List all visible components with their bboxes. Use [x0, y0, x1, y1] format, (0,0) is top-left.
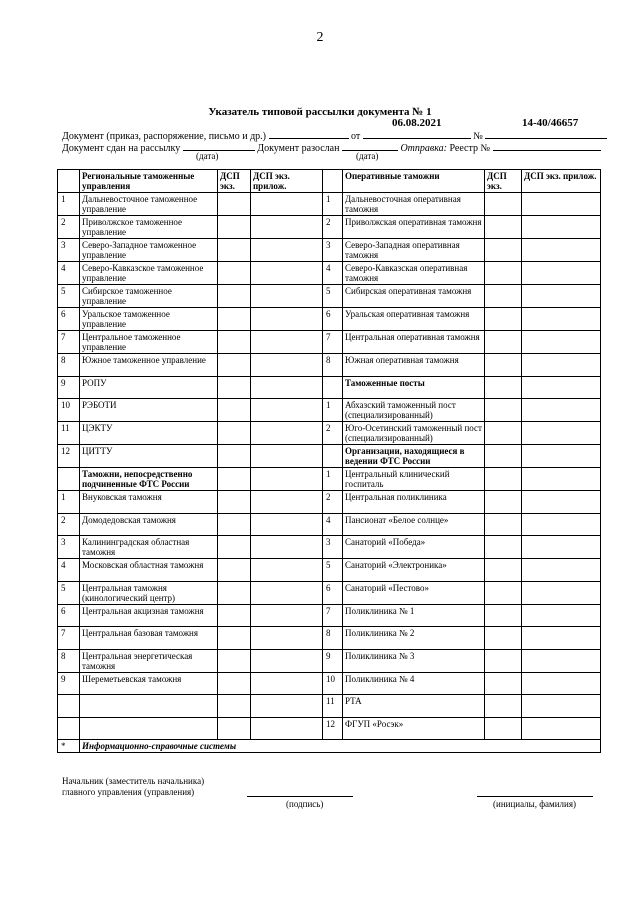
table-row: [58, 239, 601, 262]
left-row-number: 4: [58, 559, 80, 582]
right-dsp-copies: [485, 695, 522, 718]
signature-position-line1: Начальник (заместитель начальника): [62, 776, 205, 786]
right-dsp-appendix-copies: [522, 672, 601, 695]
right-recipient: Абхазский таможенный пост (специализированный): [343, 399, 485, 422]
document-date: 06.08.2021: [392, 117, 442, 129]
table-row: [58, 604, 601, 627]
left-recipient: Сибирское таможенное управление: [80, 285, 218, 308]
right-dsp-copies: [485, 468, 522, 491]
right-dsp-appendix-copies: [522, 193, 601, 216]
left-row-number: 11: [58, 422, 80, 445]
document-number: 14-40/46657: [522, 117, 579, 129]
right-row-number: 4: [323, 262, 343, 285]
table-footer-row: [58, 740, 601, 753]
right-row-number: 12: [323, 717, 343, 740]
table-row: [58, 376, 601, 399]
number-label: №: [473, 131, 483, 142]
table-row: [58, 193, 601, 216]
right-recipient: Поликлиника № 1: [343, 604, 485, 627]
table-row: [58, 331, 601, 354]
right-recipient: Таможенные посты: [343, 376, 485, 399]
left-dsp-copies: [218, 627, 251, 650]
left-dsp-copies: [218, 672, 251, 695]
left-recipient: Северо-Кавказское таможенное управление: [80, 262, 218, 285]
table-row: [58, 422, 601, 445]
left-dsp-appendix-copies: [251, 285, 323, 308]
left-row-number: 1: [58, 193, 80, 216]
left-row-number: [58, 717, 80, 740]
column-header-dsp-right: ДСП экз.: [485, 170, 522, 193]
right-dsp-copies: [485, 581, 522, 604]
right-dsp-copies: [485, 376, 522, 399]
signature-position-line2: главного управления (управления): [62, 787, 195, 797]
left-dsp-appendix-copies: [251, 331, 323, 354]
left-dsp-copies: [218, 581, 251, 604]
left-recipient: Центральная акцизная таможня: [80, 604, 218, 627]
left-dsp-copies: [218, 399, 251, 422]
left-dsp-copies: [218, 354, 251, 377]
left-dsp-copies: [218, 491, 251, 514]
left-dsp-appendix-copies: [251, 695, 323, 718]
right-dsp-copies: [485, 399, 522, 422]
right-row-number: 5: [323, 285, 343, 308]
right-recipient: Санаторий «Победа»: [343, 536, 485, 559]
table-row: [58, 581, 601, 604]
left-row-number: 8: [58, 649, 80, 672]
left-dsp-copies: [218, 445, 251, 468]
left-dsp-copies: [218, 285, 251, 308]
left-recipient: Московская областная таможня: [80, 559, 218, 582]
right-row-number: 1: [323, 193, 343, 216]
right-dsp-appendix-copies: [522, 376, 601, 399]
column-header-dsp-left: ДСП экз.: [218, 170, 251, 193]
left-dsp-appendix-copies: [251, 513, 323, 536]
right-dsp-copies: [485, 536, 522, 559]
distribution-table: [57, 169, 601, 753]
right-recipient: Дальневосточная оперативная таможня: [343, 193, 485, 216]
left-recipient: Северо-Западное таможенное управление: [80, 239, 218, 262]
right-dsp-copies: [485, 445, 522, 468]
left-row-number: 2: [58, 513, 80, 536]
right-recipient: Поликлиника № 2: [343, 627, 485, 650]
left-row-number: [58, 468, 80, 491]
left-dsp-appendix-copies: [251, 354, 323, 377]
name-caption: (инициалы, фамилия): [493, 799, 576, 809]
left-recipient: Уральское таможенное управление: [80, 308, 218, 331]
right-dsp-copies: [485, 193, 522, 216]
left-dsp-copies: [218, 536, 251, 559]
table-row: [58, 627, 601, 650]
sent-date-caption: (дата): [356, 151, 379, 161]
right-row-number: 9: [323, 649, 343, 672]
table-body: [58, 170, 601, 753]
right-dsp-appendix-copies: [522, 536, 601, 559]
left-row-number: 6: [58, 604, 80, 627]
right-row-number: 2: [323, 422, 343, 445]
right-recipient: Санаторий «Электроника»: [343, 559, 485, 582]
left-recipient: Шереметьевская таможня: [80, 672, 218, 695]
table-row: [58, 491, 601, 514]
left-recipient: Центральная энергетическая таможня: [80, 649, 218, 672]
right-row-number: 1: [323, 399, 343, 422]
document-title: Указатель типовой рассылки документа № 1: [208, 106, 432, 118]
right-dsp-appendix-copies: [522, 285, 601, 308]
right-recipient: Поликлиника № 3: [343, 649, 485, 672]
right-dsp-copies: [485, 491, 522, 514]
left-dsp-copies: [218, 717, 251, 740]
right-dsp-copies: [485, 354, 522, 377]
right-dsp-appendix-copies: [522, 717, 601, 740]
table-row: [58, 399, 601, 422]
table-row: [58, 717, 601, 740]
table-row: [58, 262, 601, 285]
right-dsp-appendix-copies: [522, 559, 601, 582]
left-dsp-copies: [218, 559, 251, 582]
right-row-number: 8: [323, 354, 343, 377]
left-dsp-copies: [218, 376, 251, 399]
table-header-row: [58, 170, 601, 193]
left-dsp-appendix-copies: [251, 399, 323, 422]
left-row-number: 9: [58, 376, 80, 399]
column-header-operative: Оперативные таможни: [343, 170, 485, 193]
signature-line: [247, 796, 353, 797]
right-dsp-appendix-copies: [522, 649, 601, 672]
dispatch-label: Отправка:: [400, 143, 447, 154]
right-dsp-appendix-copies: [522, 262, 601, 285]
submitted-date-field: [183, 141, 255, 151]
table-row: [58, 536, 601, 559]
registry-label: Реестр №: [449, 143, 491, 154]
right-row-number: [323, 376, 343, 399]
right-dsp-copies: [485, 604, 522, 627]
right-dsp-appendix-copies: [522, 627, 601, 650]
left-dsp-appendix-copies: [251, 604, 323, 627]
right-row-number: 10: [323, 672, 343, 695]
left-row-number: 6: [58, 308, 80, 331]
table-row: [58, 468, 601, 491]
right-recipient: Северо-Западная оперативная таможня: [343, 239, 485, 262]
left-dsp-copies: [218, 649, 251, 672]
left-recipient: Домодедовская таможня: [80, 513, 218, 536]
right-dsp-copies: [485, 262, 522, 285]
right-dsp-appendix-copies: [522, 354, 601, 377]
right-dsp-copies: [485, 308, 522, 331]
right-dsp-appendix-copies: [522, 581, 601, 604]
right-row-number: 6: [323, 308, 343, 331]
page-number: 2: [316, 30, 324, 45]
left-row-number: [58, 695, 80, 718]
right-recipient: Центральная оперативная таможня: [343, 331, 485, 354]
left-recipient: РОПУ: [80, 376, 218, 399]
left-recipient: ЦИТТУ: [80, 445, 218, 468]
right-dsp-appendix-copies: [522, 216, 601, 239]
table-row: [58, 285, 601, 308]
right-recipient: РТА: [343, 695, 485, 718]
left-row-number: 2: [58, 216, 80, 239]
right-row-number: 6: [323, 581, 343, 604]
right-row-number: 5: [323, 559, 343, 582]
table-row: [58, 308, 601, 331]
left-dsp-appendix-copies: [251, 468, 323, 491]
left-dsp-appendix-copies: [251, 216, 323, 239]
left-dsp-copies: [218, 468, 251, 491]
table-row: [58, 649, 601, 672]
left-recipient: Центральная базовая таможня: [80, 627, 218, 650]
right-dsp-appendix-copies: [522, 399, 601, 422]
right-dsp-appendix-copies: [522, 308, 601, 331]
right-dsp-copies: [485, 559, 522, 582]
left-recipient: [80, 717, 218, 740]
left-dsp-appendix-copies: [251, 581, 323, 604]
table-row: [58, 672, 601, 695]
left-dsp-appendix-copies: [251, 308, 323, 331]
right-dsp-copies: [485, 422, 522, 445]
right-dsp-copies: [485, 672, 522, 695]
left-row-number: 3: [58, 239, 80, 262]
doc-type-label: Документ (приказ, распоряжение, письмо и др.): [62, 131, 267, 142]
table-row: [58, 216, 601, 239]
from-date-field: [363, 129, 471, 139]
dispatch-row: [62, 141, 601, 154]
right-row-number: 7: [323, 331, 343, 354]
right-dsp-appendix-copies: [522, 468, 601, 491]
column-header-regional: Региональные таможенные управления: [80, 170, 218, 193]
left-dsp-appendix-copies: [251, 559, 323, 582]
left-dsp-appendix-copies: [251, 649, 323, 672]
left-row-number: 9: [58, 672, 80, 695]
left-dsp-appendix-copies: [251, 627, 323, 650]
sent-label: Документ разослан: [257, 143, 340, 154]
right-dsp-copies: [485, 239, 522, 262]
column-header-dsp-app-right: ДСП экз. прилож.: [522, 170, 601, 193]
right-dsp-copies: [485, 717, 522, 740]
submitted-date-caption: (дата): [196, 151, 219, 161]
right-dsp-copies: [485, 331, 522, 354]
left-dsp-copies: [218, 604, 251, 627]
right-row-number: 8: [323, 627, 343, 650]
left-dsp-copies: [218, 239, 251, 262]
number-field: [485, 129, 607, 139]
table-row: [58, 445, 601, 468]
right-row-number: 3: [323, 239, 343, 262]
right-dsp-appendix-copies: [522, 445, 601, 468]
left-dsp-copies: [218, 422, 251, 445]
left-dsp-appendix-copies: [251, 193, 323, 216]
footer-info-systems: Информационно-справочные системы: [80, 740, 601, 753]
left-dsp-appendix-copies: [251, 491, 323, 514]
left-dsp-appendix-copies: [251, 445, 323, 468]
left-recipient: Калининградская областная таможня: [80, 536, 218, 559]
left-recipient: Внуковская таможня: [80, 491, 218, 514]
right-dsp-appendix-copies: [522, 491, 601, 514]
table-row: [58, 354, 601, 377]
table-row: [58, 559, 601, 582]
left-row-number: 8: [58, 354, 80, 377]
right-row-number: 3: [323, 536, 343, 559]
left-row-number: 7: [58, 331, 80, 354]
sent-date-field: [342, 141, 398, 151]
left-row-number: 5: [58, 581, 80, 604]
right-dsp-appendix-copies: [522, 422, 601, 445]
right-dsp-appendix-copies: [522, 604, 601, 627]
doc-type-field: [269, 129, 349, 139]
right-dsp-copies: [485, 285, 522, 308]
right-dsp-appendix-copies: [522, 695, 601, 718]
left-dsp-appendix-copies: [251, 717, 323, 740]
left-dsp-appendix-copies: [251, 422, 323, 445]
right-recipient: Центральный клинический госпиталь: [343, 468, 485, 491]
left-recipient: ЦЭКТУ: [80, 422, 218, 445]
left-recipient: Приволжское таможенное управление: [80, 216, 218, 239]
left-row-number: 1: [58, 491, 80, 514]
left-row-number: 7: [58, 627, 80, 650]
left-recipient: Дальневосточное таможенное управление: [80, 193, 218, 216]
name-line: [477, 796, 593, 797]
left-dsp-copies: [218, 513, 251, 536]
left-dsp-copies: [218, 308, 251, 331]
left-dsp-appendix-copies: [251, 376, 323, 399]
left-row-number: 10: [58, 399, 80, 422]
right-recipient: Уральская оперативная таможня: [343, 308, 485, 331]
left-dsp-copies: [218, 331, 251, 354]
left-dsp-appendix-copies: [251, 262, 323, 285]
right-recipient: Приволжская оперативная таможня: [343, 216, 485, 239]
left-recipient: Центральное таможенное управление: [80, 331, 218, 354]
left-recipient: Центральная таможня (кинологический центр): [80, 581, 218, 604]
right-row-number: 1: [323, 468, 343, 491]
right-row-number: 2: [323, 491, 343, 514]
left-row-number: 5: [58, 285, 80, 308]
left-row-number: 3: [58, 536, 80, 559]
table-row: [58, 695, 601, 718]
registry-field: [493, 141, 601, 151]
left-dsp-appendix-copies: [251, 672, 323, 695]
left-row-number: 4: [58, 262, 80, 285]
submitted-label: Документ сдан на рассылку: [62, 143, 181, 154]
left-dsp-appendix-copies: [251, 536, 323, 559]
right-dsp-copies: [485, 649, 522, 672]
right-recipient: Пансионат «Белое солнце»: [343, 513, 485, 536]
right-row-number: [323, 445, 343, 468]
right-row-number: 11: [323, 695, 343, 718]
from-label: от: [351, 131, 361, 142]
table-row: [58, 513, 601, 536]
right-recipient: Северо-Кавказская оперативная таможня: [343, 262, 485, 285]
left-dsp-copies: [218, 193, 251, 216]
left-row-number: 12: [58, 445, 80, 468]
right-recipient: Южная оперативная таможня: [343, 354, 485, 377]
left-recipient: РЭБОТИ: [80, 399, 218, 422]
footer-mark: *: [58, 740, 80, 753]
signature-caption: (подпись): [286, 799, 324, 809]
right-recipient: Поликлиника № 4: [343, 672, 485, 695]
left-dsp-copies: [218, 216, 251, 239]
right-dsp-copies: [485, 627, 522, 650]
right-recipient: Юго-Осетинский таможенный пост (специализированный): [343, 422, 485, 445]
right-dsp-appendix-copies: [522, 239, 601, 262]
right-recipient: Сибирская оперативная таможня: [343, 285, 485, 308]
right-row-number: 4: [323, 513, 343, 536]
right-recipient: Организации, находящиеся в ведении ФТС России: [343, 445, 485, 468]
left-recipient: Таможни, непосредственно подчиненные ФТС России: [80, 468, 218, 491]
left-dsp-appendix-copies: [251, 239, 323, 262]
left-recipient: Южное таможенное управление: [80, 354, 218, 377]
right-dsp-copies: [485, 216, 522, 239]
header-num-right: [323, 170, 343, 193]
right-recipient: ФГУП «Росэк»: [343, 717, 485, 740]
right-dsp-copies: [485, 513, 522, 536]
right-row-number: 2: [323, 216, 343, 239]
header-num-left: [58, 170, 80, 193]
column-header-dsp-app-left: ДСП экз. прилож.: [251, 170, 323, 193]
left-recipient: [80, 695, 218, 718]
right-recipient: Центральная поликлиника: [343, 491, 485, 514]
right-row-number: 7: [323, 604, 343, 627]
right-dsp-appendix-copies: [522, 513, 601, 536]
left-dsp-copies: [218, 262, 251, 285]
left-dsp-copies: [218, 695, 251, 718]
right-dsp-appendix-copies: [522, 331, 601, 354]
right-recipient: Санаторий «Пестово»: [343, 581, 485, 604]
